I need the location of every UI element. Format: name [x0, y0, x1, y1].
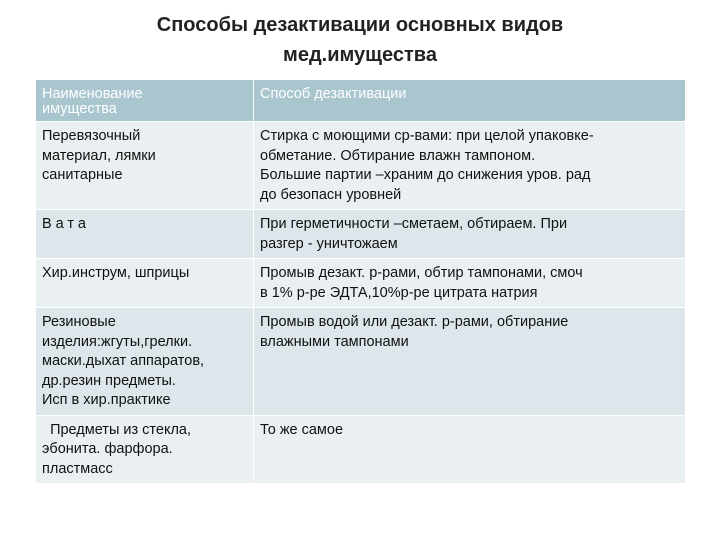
- table-row: [36, 259, 686, 308]
- method-cell: Промыв водой или дезакт. р-рами, обтирание влажными тампонами: [254, 308, 686, 416]
- method-cell: То же самое: [254, 415, 686, 484]
- page-title: [0, 10, 720, 70]
- decontamination-table: [35, 79, 686, 484]
- header-item-name: Наименование имущества: [36, 80, 254, 122]
- title-line-2: мед.имущества: [283, 44, 437, 66]
- method-cell: При герметичности –сметаем, обтираем. При разгер - уничтожаем: [254, 210, 686, 259]
- header-method: Способ дезактивации: [254, 80, 686, 122]
- table-row: [36, 210, 686, 259]
- table-row: [36, 415, 686, 484]
- table-row: [36, 308, 686, 416]
- item-name-cell: Вата: [36, 210, 254, 259]
- item-name-cell: Резиновые изделия:жгуты,грелки. маски.дыхат аппаратов, др.резин предметы. Исп в хир.практике: [36, 308, 254, 416]
- item-name-cell: Перевязочный материал, лямки санитарные: [36, 122, 254, 210]
- table-header-row: [36, 80, 686, 122]
- table-row: [36, 122, 686, 210]
- method-cell: Стирка с моющими ср-вами: при целой упаковке- обметание. Обтирание влажн тампоном. Большие партии –храним до снижения уров. рад до безопасн уровней: [254, 122, 686, 210]
- title-line-1: Способы дезактивации основных видов: [156, 14, 564, 36]
- item-name-cell: Хир.инструм, шприцы: [36, 259, 254, 308]
- method-cell: Промыв дезакт. р-рами, обтир тампонами, смоч в 1% р-ре ЭДТА,10%р-ре цитрата натрия: [254, 259, 686, 308]
- item-name-cell: Предметы из стекла, эбонита. фарфора. пластмасс: [36, 415, 254, 484]
